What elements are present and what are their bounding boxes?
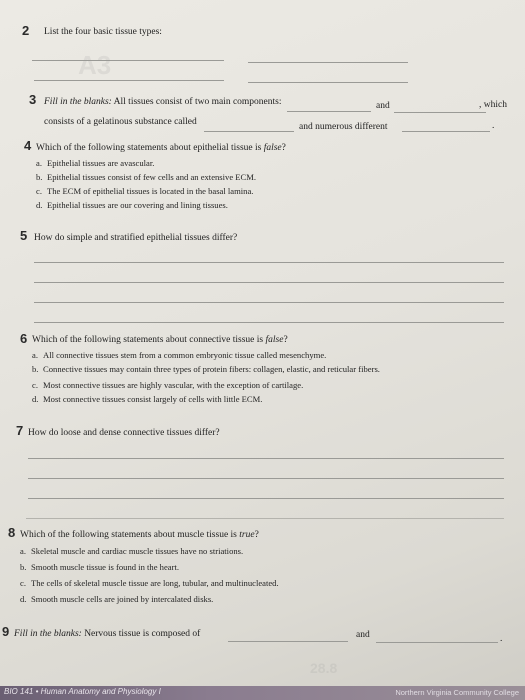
answer-line[interactable]: [26, 518, 504, 519]
question-7-text: How do loose and dense connective tissues differ?: [28, 428, 220, 438]
answer-line[interactable]: [34, 282, 504, 283]
question-4-stem-end: ?: [281, 143, 286, 153]
question-4-option[interactable]: [36, 158, 154, 168]
option-text: Epithelial tissues are avascular.: [47, 158, 155, 168]
question-6-emphasis: false: [265, 335, 284, 345]
fill-in-label: Fill in the blanks:: [14, 629, 82, 639]
option-text: Smooth muscle tissue is found in the heart.: [31, 562, 179, 572]
question-3-number: 3: [29, 92, 37, 107]
option-letter: a.: [36, 158, 42, 168]
question-6-stem-text: Which of the following statements about connective tissue is: [32, 335, 266, 345]
question-2-number: 2: [22, 23, 30, 38]
option-text: Epithelial tissues consist of few cells and an extensive ECM.: [47, 172, 257, 182]
option-text: The cells of skeletal muscle tissue are long, tubular, and multinucleated.: [31, 578, 279, 588]
question-8-option[interactable]: [20, 546, 243, 556]
question-6-option[interactable]: [32, 380, 303, 390]
blank-field[interactable]: [228, 641, 348, 642]
option-text: Most connective tissues consist largely of cells with little ECM.: [43, 394, 263, 404]
question-3-period: .: [492, 121, 495, 131]
answer-line[interactable]: [28, 458, 504, 459]
option-letter: d.: [32, 394, 39, 404]
page-footer: [0, 686, 525, 700]
answer-line[interactable]: [28, 498, 504, 499]
question-9-period: .: [500, 634, 503, 644]
option-letter: a.: [20, 546, 26, 556]
question-4-emphasis: false: [263, 143, 282, 153]
answer-line[interactable]: [28, 478, 504, 479]
question-3-line-1: [44, 97, 282, 107]
option-letter: a.: [32, 350, 38, 360]
question-2-text: List the four basic tissue types:: [44, 27, 162, 37]
blank-field[interactable]: [394, 112, 486, 113]
question-6-option[interactable]: [32, 364, 380, 374]
option-letter: b.: [20, 562, 27, 572]
question-5-text: How do simple and stratified epithelial tissues differ?: [34, 233, 238, 243]
option-text: Smooth muscle cells are joined by intercalated disks.: [31, 594, 214, 604]
blank-field[interactable]: [204, 131, 294, 132]
question-4-stem: [36, 143, 286, 153]
question-4-option[interactable]: [36, 186, 253, 196]
question-9-text: Nervous tissue is composed of: [84, 629, 201, 639]
question-8-option[interactable]: [20, 562, 179, 572]
blank-field[interactable]: [376, 642, 498, 643]
question-7-number: 7: [16, 423, 24, 438]
option-letter: b.: [32, 364, 39, 374]
question-3-text-3: and numerous different: [299, 122, 388, 132]
option-text: Epithelial tissues are our covering and lining tissues.: [47, 200, 228, 210]
question-3-text-2: consists of a gelatinous substance called: [44, 117, 197, 127]
question-6-stem: [32, 335, 288, 345]
answer-line[interactable]: [34, 80, 224, 81]
option-letter: c.: [32, 380, 38, 390]
option-text: All connective tissues stem from a common embryonic tissue called mesenchyme.: [43, 350, 327, 360]
question-6-number: 6: [20, 331, 28, 346]
question-3-and: and: [376, 101, 390, 111]
fill-in-label: Fill in the blanks:: [44, 97, 112, 107]
question-8-stem: [20, 530, 259, 540]
question-8-emphasis: true: [239, 530, 255, 540]
question-8-option[interactable]: [20, 578, 279, 588]
blank-field[interactable]: [402, 131, 490, 132]
question-6-option[interactable]: [32, 350, 326, 360]
question-8-stem-text: Which of the following statements about muscle tissue is: [20, 530, 240, 540]
option-text: The ECM of epithelial tissues is located in the basal lamina.: [47, 186, 254, 196]
question-8-stem-end: ?: [254, 530, 259, 540]
question-5-number: 5: [20, 228, 28, 243]
footer-college-name: Northern Virginia Community College: [395, 688, 519, 697]
question-9-number: 9: [2, 624, 10, 639]
bleed-through-mark: 28.8: [310, 660, 338, 676]
answer-line[interactable]: [34, 322, 504, 323]
question-9-line: [14, 629, 200, 639]
option-letter: c.: [36, 186, 42, 196]
option-text: Most connective tissues are highly vascular, with the exception of cartilage.: [43, 380, 304, 390]
question-9-and: and: [356, 630, 370, 640]
question-8-option[interactable]: [20, 594, 213, 604]
answer-line[interactable]: [248, 62, 408, 63]
option-letter: d.: [36, 200, 43, 210]
answer-line[interactable]: [34, 302, 504, 303]
question-4-number: 4: [24, 138, 32, 153]
question-8-number: 8: [8, 525, 16, 540]
question-4-stem-text: Which of the following statements about epithelial tissue is: [36, 143, 264, 153]
option-letter: b.: [36, 172, 43, 182]
blank-field[interactable]: [287, 111, 371, 112]
question-3-which: , which: [479, 100, 507, 110]
option-text: Skeletal muscle and cardiac muscle tissues have no striations.: [31, 546, 244, 556]
question-4-option[interactable]: [36, 200, 228, 210]
option-letter: c.: [20, 578, 26, 588]
footer-course-title: BIO 141 • Human Anatomy and Physiology I: [4, 687, 161, 696]
option-text: Connective tissues may contain three types of protein fibers: collagen, elastic, and reticular fibers.: [43, 364, 380, 374]
question-4-option[interactable]: [36, 172, 256, 182]
question-6-option[interactable]: [32, 394, 262, 404]
answer-line[interactable]: [32, 60, 224, 61]
bleed-through-mark: A3: [78, 50, 112, 80]
answer-line[interactable]: [248, 82, 408, 83]
answer-line[interactable]: [34, 262, 504, 263]
question-3-text-1: All tissues consist of two main components:: [113, 97, 282, 107]
question-6-stem-end: ?: [283, 335, 288, 345]
option-letter: d.: [20, 594, 27, 604]
